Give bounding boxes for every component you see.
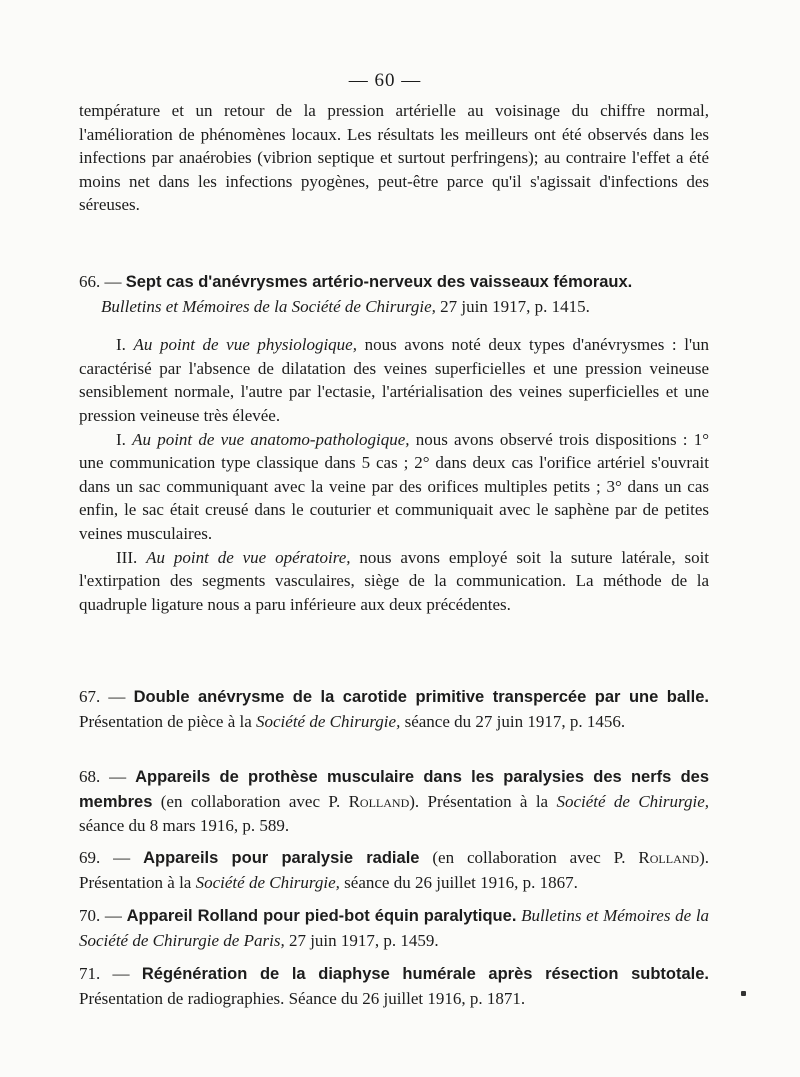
- entry-66: [79, 270, 709, 616]
- entry-66-para3-label: III.: [116, 547, 138, 567]
- entry-66-title: Sept cas d'anévrysmes artério-nerveux des vaisseaux fémoraux.: [125, 273, 633, 291]
- entry-68: [79, 765, 709, 838]
- entry-70: [79, 904, 709, 952]
- entry-68-collab-after: ). Présentation à la: [409, 791, 549, 811]
- intro-paragraph: température et un retour de la pression artérielle au voisinage du chiffre normal, l'amélioration de phénomènes locaux. Les résultats les meilleurs ont été observés dans les infections par anaérobies (vibrion septique et surtout perfringens); au contraire l'effet a été moins net dans les infections pyogènes, peut-être parce qu'il s'agissait d'infections des séreuses.: [79, 101, 709, 215]
- entry-68-collab-name: Rolland: [348, 791, 410, 811]
- entry-69-text-before: Présentation à la: [79, 872, 192, 892]
- entry-67-society: Société de Chirurgie,: [256, 711, 401, 731]
- entry-68-society: Société de Chirurgie,: [556, 791, 710, 811]
- entry-69-text-after: séance du 26 juillet 1916, p. 1867.: [344, 872, 578, 892]
- entry-66-para1-text: nous avons noté deux types d'anévrysmes : l'un caractérisé par l'absence de dilatation des veines superficielles et une pression veineuse sensiblement normale, l'autre par l'ectasie, l'artérialisation des veines superficielles et une pression veineuse très élevée.: [79, 335, 710, 425]
- entry-67-title: Double anévrysme de la carotide primitive transpercée par une balle.: [133, 688, 709, 706]
- entry-66-number: 66. —: [79, 272, 122, 291]
- entry-69: [79, 846, 709, 894]
- entry-66-para-physiological: [79, 333, 709, 427]
- entry-69-collab-name: Rolland: [638, 848, 700, 867]
- entry-70-paragraph: [79, 904, 709, 952]
- intro-paragraph-block: [79, 99, 709, 217]
- entry-68-number: 68. —: [79, 767, 127, 786]
- entry-69-collab-before: (en collaboration avec P.: [432, 848, 626, 867]
- ink-speck: [741, 991, 746, 996]
- entry-71: [79, 962, 709, 1010]
- entry-66-para-anatomo: [79, 428, 709, 546]
- entry-69-paragraph: [79, 846, 709, 894]
- entry-66-para3-italic: Au point de vue opératoire,: [146, 547, 351, 567]
- entry-69-number: 69. —: [79, 848, 131, 867]
- entry-66-source: [79, 295, 709, 319]
- entry-69-society: Société de Chirurgie,: [195, 872, 340, 892]
- entry-67: [79, 685, 709, 733]
- entry-71-paragraph: [79, 962, 709, 1010]
- entry-70-text-after: 27 juin 1917, p. 1459.: [288, 930, 439, 950]
- entry-66-para2-italic: Au point de vue anatomo-pathologique,: [132, 429, 410, 449]
- entry-70-journal: Bulletins et Mémoires de la Société de Chirurgie de Paris,: [79, 906, 710, 950]
- entry-68-collab-before: (en collaboration avec P.: [160, 791, 341, 811]
- entry-66-source-journal: Bulletins et Mémoires de la Société de Chirurgie,: [101, 296, 436, 316]
- entry-70-number: 70. —: [79, 906, 122, 925]
- entry-67-text-before: Présentation de pièce à la: [79, 711, 252, 731]
- entry-70-title: Appareil Rolland pour pied-bot équin paralytique.: [126, 907, 517, 925]
- entry-66-para1-label: I.: [116, 335, 126, 355]
- entry-67-text-after: séance du 27 juin 1917, p. 1456.: [404, 711, 626, 731]
- page-number: — 60 —: [348, 70, 422, 91]
- entry-71-title: Régénération de la diaphyse humérale après résection subtotale.: [141, 965, 710, 983]
- entry-66-source-date: 27 juin 1917, p. 1415.: [440, 296, 590, 316]
- entry-66-para2-text: nous avons observé trois dispositions : 1° une communication type classique dans 5 cas ; 2° dans deux cas l'orifice artériel s'ouvrait dans un sac communiquant avec la veine par des orifices multiples petits ; 3° dans un cas enfin, le sac était creusé dans le couturier et communiquait avec le saphène par de petites veines musculaires.: [79, 429, 710, 543]
- entry-69-title: Appareils pour paralysie radiale: [143, 849, 420, 867]
- entry-66-heading: [79, 270, 709, 295]
- entry-66-para1-italic: Au point de vue physiologique,: [133, 335, 357, 355]
- entry-67-paragraph: [79, 685, 709, 733]
- entry-68-text-after: séance du 8 mars 1916, p. 589.: [79, 816, 290, 836]
- entry-68-paragraph: [79, 765, 709, 838]
- entry-71-number: 71. —: [79, 964, 130, 983]
- entry-66-para2-label: I.: [116, 429, 126, 449]
- entry-69-collab-after: ).: [699, 848, 709, 867]
- entry-71-text: Présentation de radiographies. Séance du 26 juillet 1916, p. 1871.: [79, 988, 526, 1008]
- entry-66-para3-text: nous avons employé soit la suture latérale, soit l'extirpation des segments vasculaires, siège de la communication. La méthode de la quadruple ligature nous a paru inférieure aux deux précédentes.: [79, 547, 710, 614]
- entry-67-number: 67. —: [79, 687, 126, 706]
- entry-68-title: Appareils de prothèse musculaire dans les paralysies des nerfs des membres: [79, 768, 710, 811]
- entry-66-para-operative: [79, 546, 709, 617]
